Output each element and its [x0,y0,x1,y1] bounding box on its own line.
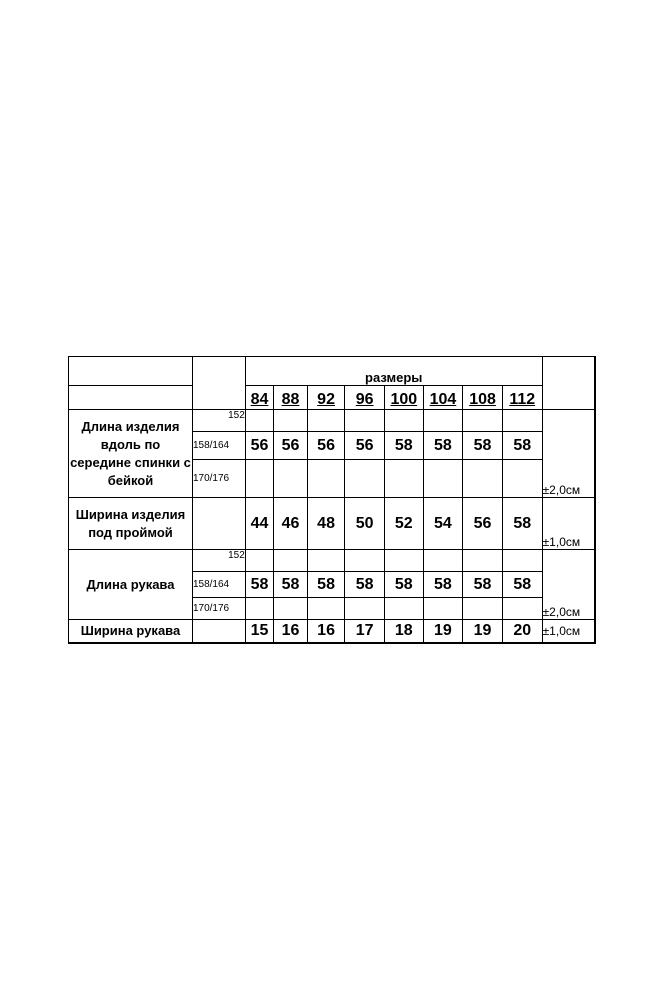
value-cell: 48 [307,498,345,550]
empty-cell [423,410,463,432]
size-112: 112 [502,386,542,410]
value-cell: 58 [423,572,463,598]
empty-cell [345,550,385,572]
size-104: 104 [423,386,463,410]
header-row [69,357,596,386]
empty-cell [307,410,345,432]
height-170-176: 170/176 [192,598,245,620]
empty-cell [423,460,463,498]
value-cell: 52 [385,498,424,550]
size-88: 88 [274,386,308,410]
height-152: 152 [192,550,245,572]
empty-cell [502,410,542,432]
value-cell: 56 [463,498,503,550]
table-row [69,410,596,432]
value-cell: 56 [245,432,273,460]
value-cell: 58 [245,572,273,598]
empty-cell [345,598,385,620]
value-cell: 58 [385,432,424,460]
table-row [69,620,596,643]
row-label-sleeve-width: Ширина рукава [69,620,193,643]
value-cell: 15 [245,620,273,643]
empty-cell [463,550,503,572]
value-cell: 19 [423,620,463,643]
tolerance-sleeve-width: ±1,0см [542,620,595,643]
row-label-sleeve-length: Длина рукава [69,550,193,620]
size-84: 84 [245,386,273,410]
value-cell: 18 [385,620,424,643]
value-cell: 56 [307,432,345,460]
empty-cell [274,598,308,620]
empty-cell [463,460,503,498]
size-chart [68,356,596,644]
value-cell: 50 [345,498,385,550]
value-cell: 17 [345,620,385,643]
empty-cell [274,550,308,572]
size-96: 96 [345,386,385,410]
sizes-row [69,386,596,410]
sizes-header: размеры [245,357,542,386]
value-cell: 20 [502,620,542,643]
empty-cell [192,620,245,643]
empty-cell [307,598,345,620]
empty-cell [245,598,273,620]
empty-cell [385,460,424,498]
value-cell: 58 [345,572,385,598]
value-cell: 56 [345,432,385,460]
height-152: 152 [192,410,245,432]
empty-cell [502,550,542,572]
value-cell: 56 [274,432,308,460]
value-cell: 19 [463,620,503,643]
empty-cell [502,598,542,620]
empty-cell [502,460,542,498]
empty-cell [69,386,193,410]
value-cell: 58 [307,572,345,598]
size-100: 100 [385,386,424,410]
size-table [68,356,596,642]
tolerance-width: ±1,0см [542,498,595,550]
empty-cell [245,410,273,432]
empty-cell [274,460,308,498]
value-cell: 58 [502,498,542,550]
size-108: 108 [463,386,503,410]
value-cell: 54 [423,498,463,550]
value-cell: 58 [463,432,503,460]
size-92: 92 [307,386,345,410]
empty-cell [345,460,385,498]
value-cell: 58 [502,572,542,598]
empty-cell [463,598,503,620]
value-cell: 46 [274,498,308,550]
empty-cell [463,410,503,432]
table-row [69,498,596,550]
empty-cell [542,357,595,410]
empty-cell [385,598,424,620]
tolerance-sleeve-length: ±2,0см [542,550,595,620]
empty-cell [192,498,245,550]
value-cell: 58 [385,572,424,598]
value-cell: 58 [274,572,308,598]
empty-cell [192,357,245,410]
empty-cell [423,550,463,572]
empty-cell [245,460,273,498]
height-158-164: 158/164 [192,572,245,598]
tolerance-length: ±2,0см [542,410,595,498]
value-cell: 58 [423,432,463,460]
row-label-width: Ширина изделия под проймой [69,498,193,550]
empty-cell [69,357,193,386]
empty-cell [307,460,345,498]
empty-cell [245,550,273,572]
empty-cell [385,410,424,432]
empty-cell [274,410,308,432]
empty-cell [423,598,463,620]
value-cell: 58 [463,572,503,598]
empty-cell [385,550,424,572]
value-cell: 16 [274,620,308,643]
value-cell: 16 [307,620,345,643]
value-cell: 44 [245,498,273,550]
table-row [69,550,596,572]
height-170-176: 170/176 [192,460,245,498]
empty-cell [345,410,385,432]
empty-cell [307,550,345,572]
value-cell: 58 [502,432,542,460]
height-158-164: 158/164 [192,432,245,460]
row-label-length: Длина изделия вдоль по середине спинки с бейкой [69,410,193,498]
